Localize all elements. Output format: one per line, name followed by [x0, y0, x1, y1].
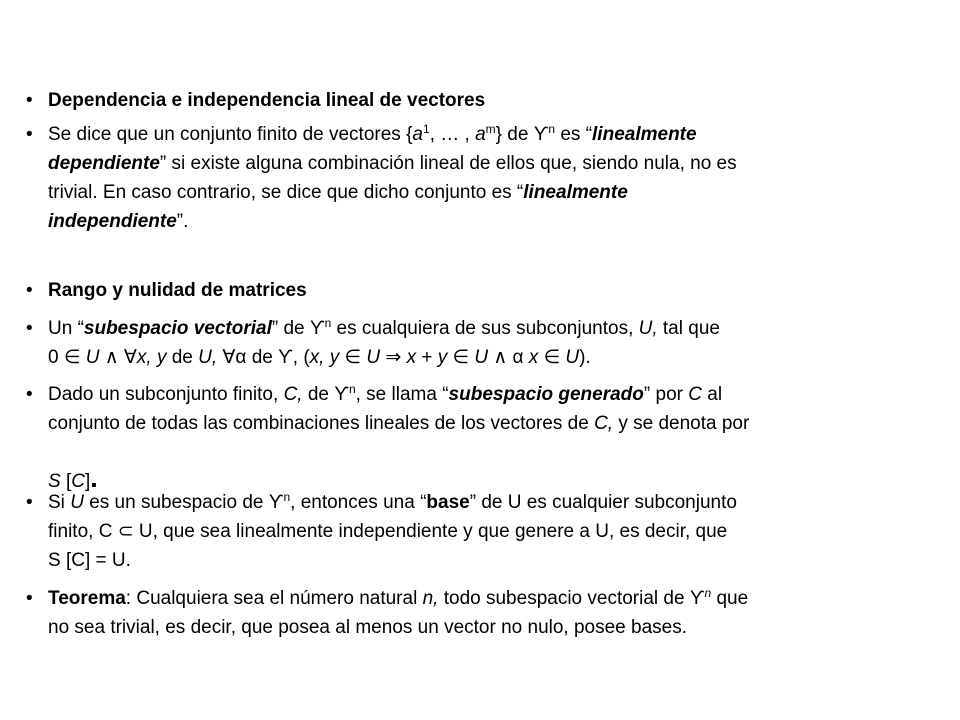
- bullet: •: [26, 318, 33, 339]
- text-run: ∈: [447, 347, 475, 368]
- text-run: conjunto de todas las combinaciones lineales de los vectores de: [48, 413, 595, 434]
- text-run: tal que: [657, 318, 720, 339]
- text-run: ∀α de ϒ, (: [217, 347, 310, 368]
- text-line: [48, 178, 938, 207]
- text-run: ∧ ∀: [99, 347, 137, 368]
- text-run: U: [565, 347, 580, 368]
- bullet: •: [26, 588, 33, 609]
- text-line: [48, 613, 938, 642]
- bullet: •: [26, 384, 33, 405]
- bullet: •: [26, 280, 33, 301]
- text-run: C: [71, 471, 85, 492]
- text-line: [48, 517, 938, 546]
- text-run: +: [416, 347, 438, 368]
- text-line: [48, 314, 938, 343]
- text-line: [48, 380, 938, 409]
- text-run: .: [90, 463, 98, 493]
- text-line: [48, 120, 938, 149]
- text-run: 0 ∈: [48, 347, 86, 368]
- text-line: [48, 409, 938, 438]
- text-run: base: [426, 492, 470, 513]
- text-run: Se dice que un conjunto finito de vectores {: [48, 124, 413, 145]
- text-run: x: [528, 347, 539, 368]
- text-run: ∈: [538, 347, 566, 368]
- text-run: ⇒: [380, 347, 407, 368]
- text-run: n,: [422, 588, 439, 609]
- text-run: x, y: [309, 347, 340, 368]
- bullet: •: [26, 492, 33, 513]
- text-run: al: [701, 384, 723, 405]
- text-run: subespacio vectorial: [83, 318, 272, 339]
- text-run: S [C] = U.: [48, 550, 131, 571]
- text-run: U,: [198, 347, 218, 368]
- text-run: U: [85, 347, 100, 368]
- heading-dependencia: [48, 86, 938, 115]
- text-run: y: [437, 347, 448, 368]
- heading-rango-nulidad: [48, 276, 938, 305]
- text-run: ”.: [176, 211, 189, 232]
- text-run: de: [166, 347, 199, 368]
- text-run: independiente: [48, 211, 177, 232]
- text-run: es cualquiera de sus subconjuntos,: [331, 318, 639, 339]
- text-run: no sea trivial, es decir, que posea al menos un vector no nulo, posee bases.: [48, 617, 688, 638]
- text-run: ).: [579, 347, 591, 368]
- text-run: [: [60, 471, 72, 492]
- text-run: y se denota por: [613, 413, 750, 434]
- text-run: que: [711, 588, 749, 609]
- text-line: [48, 584, 938, 613]
- text-run: n: [324, 316, 332, 330]
- text-run: n: [348, 382, 356, 396]
- text-run: es un subespacio de ϒ: [83, 492, 284, 513]
- text-run: C,: [594, 413, 614, 434]
- text-run: a: [475, 124, 486, 145]
- text-line: [48, 546, 938, 575]
- text-line: [48, 343, 938, 372]
- text-run: , … ,: [429, 124, 476, 145]
- text-line: [48, 438, 938, 467]
- paragraph-subespacio-generado: [48, 380, 938, 496]
- text-line: [48, 276, 938, 305]
- text-run: x, y: [136, 347, 167, 368]
- text-run: Rango y nulidad de matrices: [48, 280, 307, 301]
- text-run: finito, C ⊂ U, que sea linealmente independiente y que genere a U, es decir, que: [48, 521, 728, 542]
- text-run: linealmente: [523, 182, 628, 203]
- text-line: [48, 149, 938, 178]
- text-run: Dado un subconjunto finito,: [48, 384, 284, 405]
- text-run: } de ϒ: [495, 124, 549, 145]
- text-run: ” por: [643, 384, 689, 405]
- bullet: •: [26, 90, 33, 111]
- text-run: U: [70, 492, 84, 513]
- text-run: ” si existe alguna combinación lineal de ellos que, siendo nula, no es: [159, 153, 737, 174]
- text-run: ” de U es cualquier subconjunto: [469, 492, 737, 513]
- text-run: U: [366, 347, 381, 368]
- text-run: ” de ϒ: [271, 318, 325, 339]
- text-run: subespacio generado: [448, 384, 644, 405]
- text-run: U,: [638, 318, 658, 339]
- text-run: Si: [48, 492, 71, 513]
- text-run: Teorema: [48, 588, 126, 609]
- text-run: trivial. En caso contrario, se dice que dicho conjunto es “: [48, 182, 524, 203]
- text-line: [48, 488, 938, 517]
- text-run: S: [48, 471, 61, 492]
- text-run: dependiente: [48, 153, 160, 174]
- text-run: n: [283, 490, 291, 504]
- text-run: es “: [555, 124, 593, 145]
- text-run: n: [704, 586, 712, 600]
- paragraph-subespacio-vectorial: [48, 314, 938, 372]
- text-run: todo subespacio vectorial de ϒ: [438, 588, 705, 609]
- text-run: m: [485, 122, 496, 136]
- text-line: [48, 86, 938, 115]
- text-run: ]: [84, 471, 91, 492]
- text-run: x: [406, 347, 417, 368]
- text-run: ∧ α: [488, 347, 529, 368]
- text-run: C,: [283, 384, 303, 405]
- text-run: n: [548, 122, 556, 136]
- paragraph-teorema: [48, 584, 938, 642]
- text-run: ∈: [339, 347, 367, 368]
- text-run: de ϒ: [302, 384, 349, 405]
- text-run: , se llama “: [355, 384, 449, 405]
- text-line: [48, 207, 938, 236]
- bullet: •: [26, 124, 33, 145]
- text-run: Un “: [48, 318, 84, 339]
- text-run: , entonces una “: [290, 492, 427, 513]
- text-run: linealmente: [592, 124, 697, 145]
- text-run: Dependencia e independencia lineal de vectores: [48, 90, 486, 111]
- paragraph-definicion-dependencia: [48, 120, 938, 236]
- text-run: 1: [423, 122, 430, 136]
- text-run: : Cualquiera sea el número natural: [125, 588, 423, 609]
- text-run: U: [474, 347, 489, 368]
- paragraph-base: [48, 488, 938, 575]
- text-run: C: [688, 384, 702, 405]
- text-run: a: [412, 124, 423, 145]
